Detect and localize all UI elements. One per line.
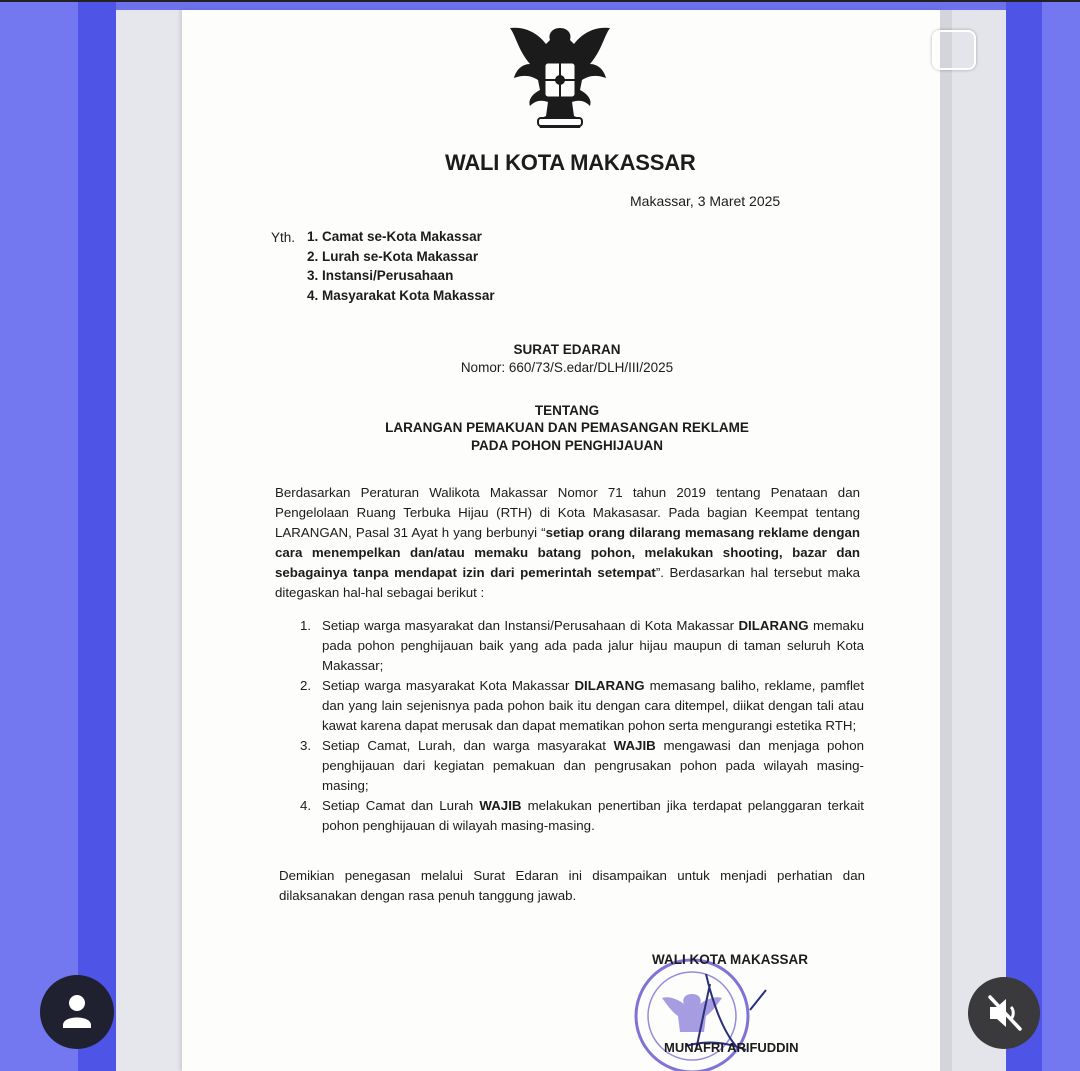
intro-paragraph [275, 483, 860, 603]
list-text [322, 616, 864, 676]
list-emphasis: DILARANG [574, 678, 645, 693]
recipient-item: 3. Instansi/Perusahaan [307, 268, 454, 283]
list-text-part: memasang baliho, reklame, pamflet dan yang lain sejenisnya pada pohon baik itu dengan cara ditempel, diikat dengan tali atau kawat karena dapat merusak dan dapat mematikan pohon serta mengurangi estetika RTH; [322, 678, 865, 733]
list-text [322, 676, 864, 736]
recipient-item: 2. Lurah se-Kota Makassar [307, 249, 479, 264]
list-item [300, 676, 864, 736]
signature-title: WALI KOTA MAKASSAR [652, 952, 808, 967]
about-label: TENTANG [534, 403, 600, 418]
mute-toggle-button[interactable] [968, 977, 1040, 1049]
list-text-part: memaku pada pohon penghijauan baik yang ada pada jalur hijau maupun di taman seluruh Kota Makassar; [322, 618, 864, 673]
list-text-part: Setiap warga masyarakat Kota Makassar [322, 678, 575, 693]
subject-line: LARANGAN PEMAKUAN DAN PEMASANGAN REKLAME [385, 420, 749, 435]
top-border [0, 0, 1080, 2]
list-text-part: melakukan penertiban jika terdapat pelanggaran terkait pohon penghijauan di wilayah masing-masing. [322, 798, 864, 833]
left-wall [116, 10, 182, 1071]
left-background-stripe [78, 0, 116, 1071]
profile-icon [40, 975, 114, 1049]
closing-paragraph: Demikian penegasan melalui Surat Edaran ini disampaikan untuk menjadi perhatian dan dilaksanakan dengan rasa penuh tanggung jawab. [279, 868, 865, 903]
list-number: 3. [300, 738, 312, 753]
recipient-prefix: Yth. [271, 230, 296, 245]
list-text [322, 796, 864, 836]
recipient-item: 1. Camat se-Kota Makassar [307, 229, 482, 244]
intro-text: Berdasarkan Peraturan Walikota Makassar Nomor 71 tahun 2019 tentang Penataan dan Pengelolaan Ruang Terbuka Hijau (RTH) di Kota Makasasar. Pada bagian Keempat tentang LARANGAN, Pasal 31 Ayat h yang berbunyi “ [275, 485, 860, 540]
garuda-emblem-icon [500, 20, 620, 132]
list-text-part: Setiap warga masyarakat dan Instansi/Perusahaan di Kota Makassar [322, 618, 739, 633]
intro-text: ”. Berdasarkan hal tersebut maka ditegaskan hal-hal sebagai berikut : [275, 565, 860, 600]
subject-line: PADA POHON PENGHIJAUAN [470, 438, 664, 453]
list-number: 4. [300, 798, 312, 813]
list-text [322, 736, 864, 796]
document-type: SURAT EDARAN [513, 342, 621, 357]
signature-name: MUNAFRI ARIFUDDIN [664, 1040, 799, 1055]
intro-quote: setiap orang dilarang memasang reklame dengan cara menempelkan dan/atau memaku batang pohon, melakukan shooting, bazar dan sebagainya tanpa mendapat izin dari pemerintah setempat [275, 525, 860, 580]
letter-title: WALI KOTA MAKASSAR [445, 150, 696, 175]
list-text-part: Setiap Camat dan Lurah [322, 798, 480, 813]
left-background-band [0, 0, 78, 1071]
list-item [300, 736, 864, 796]
list-text-part: mengawasi dan menjaga pohon penghijauan dari kegiatan pemakuan dan pengrusakan pohon pada wilayah masing-masing; [322, 738, 864, 793]
right-background-band [1042, 0, 1080, 1071]
list-emphasis: WAJIB [613, 738, 656, 753]
points-list [300, 616, 864, 836]
multi-page-icon[interactable] [932, 30, 976, 70]
right-wall [944, 10, 1006, 1071]
right-background-stripe [1006, 0, 1042, 1071]
document-number: Nomor: 660/73/S.edar/DLH/III/2025 [460, 360, 674, 375]
paper-edge [940, 10, 952, 1071]
list-item [300, 616, 864, 676]
list-number: 2. [300, 678, 312, 693]
letter-date: Makassar, 3 Maret 2025 [630, 193, 781, 209]
recipient-item: 4. Masyarakat Kota Makassar [307, 288, 495, 303]
list-emphasis: DILARANG [738, 618, 809, 633]
list-item [300, 796, 864, 836]
list-text-part: Setiap Camat, Lurah, dan warga masyarakat [322, 738, 614, 753]
list-number: 1. [300, 618, 312, 633]
muted-speaker-icon [968, 977, 1040, 1049]
profile-button[interactable] [40, 975, 114, 1049]
list-emphasis: WAJIB [479, 798, 522, 813]
